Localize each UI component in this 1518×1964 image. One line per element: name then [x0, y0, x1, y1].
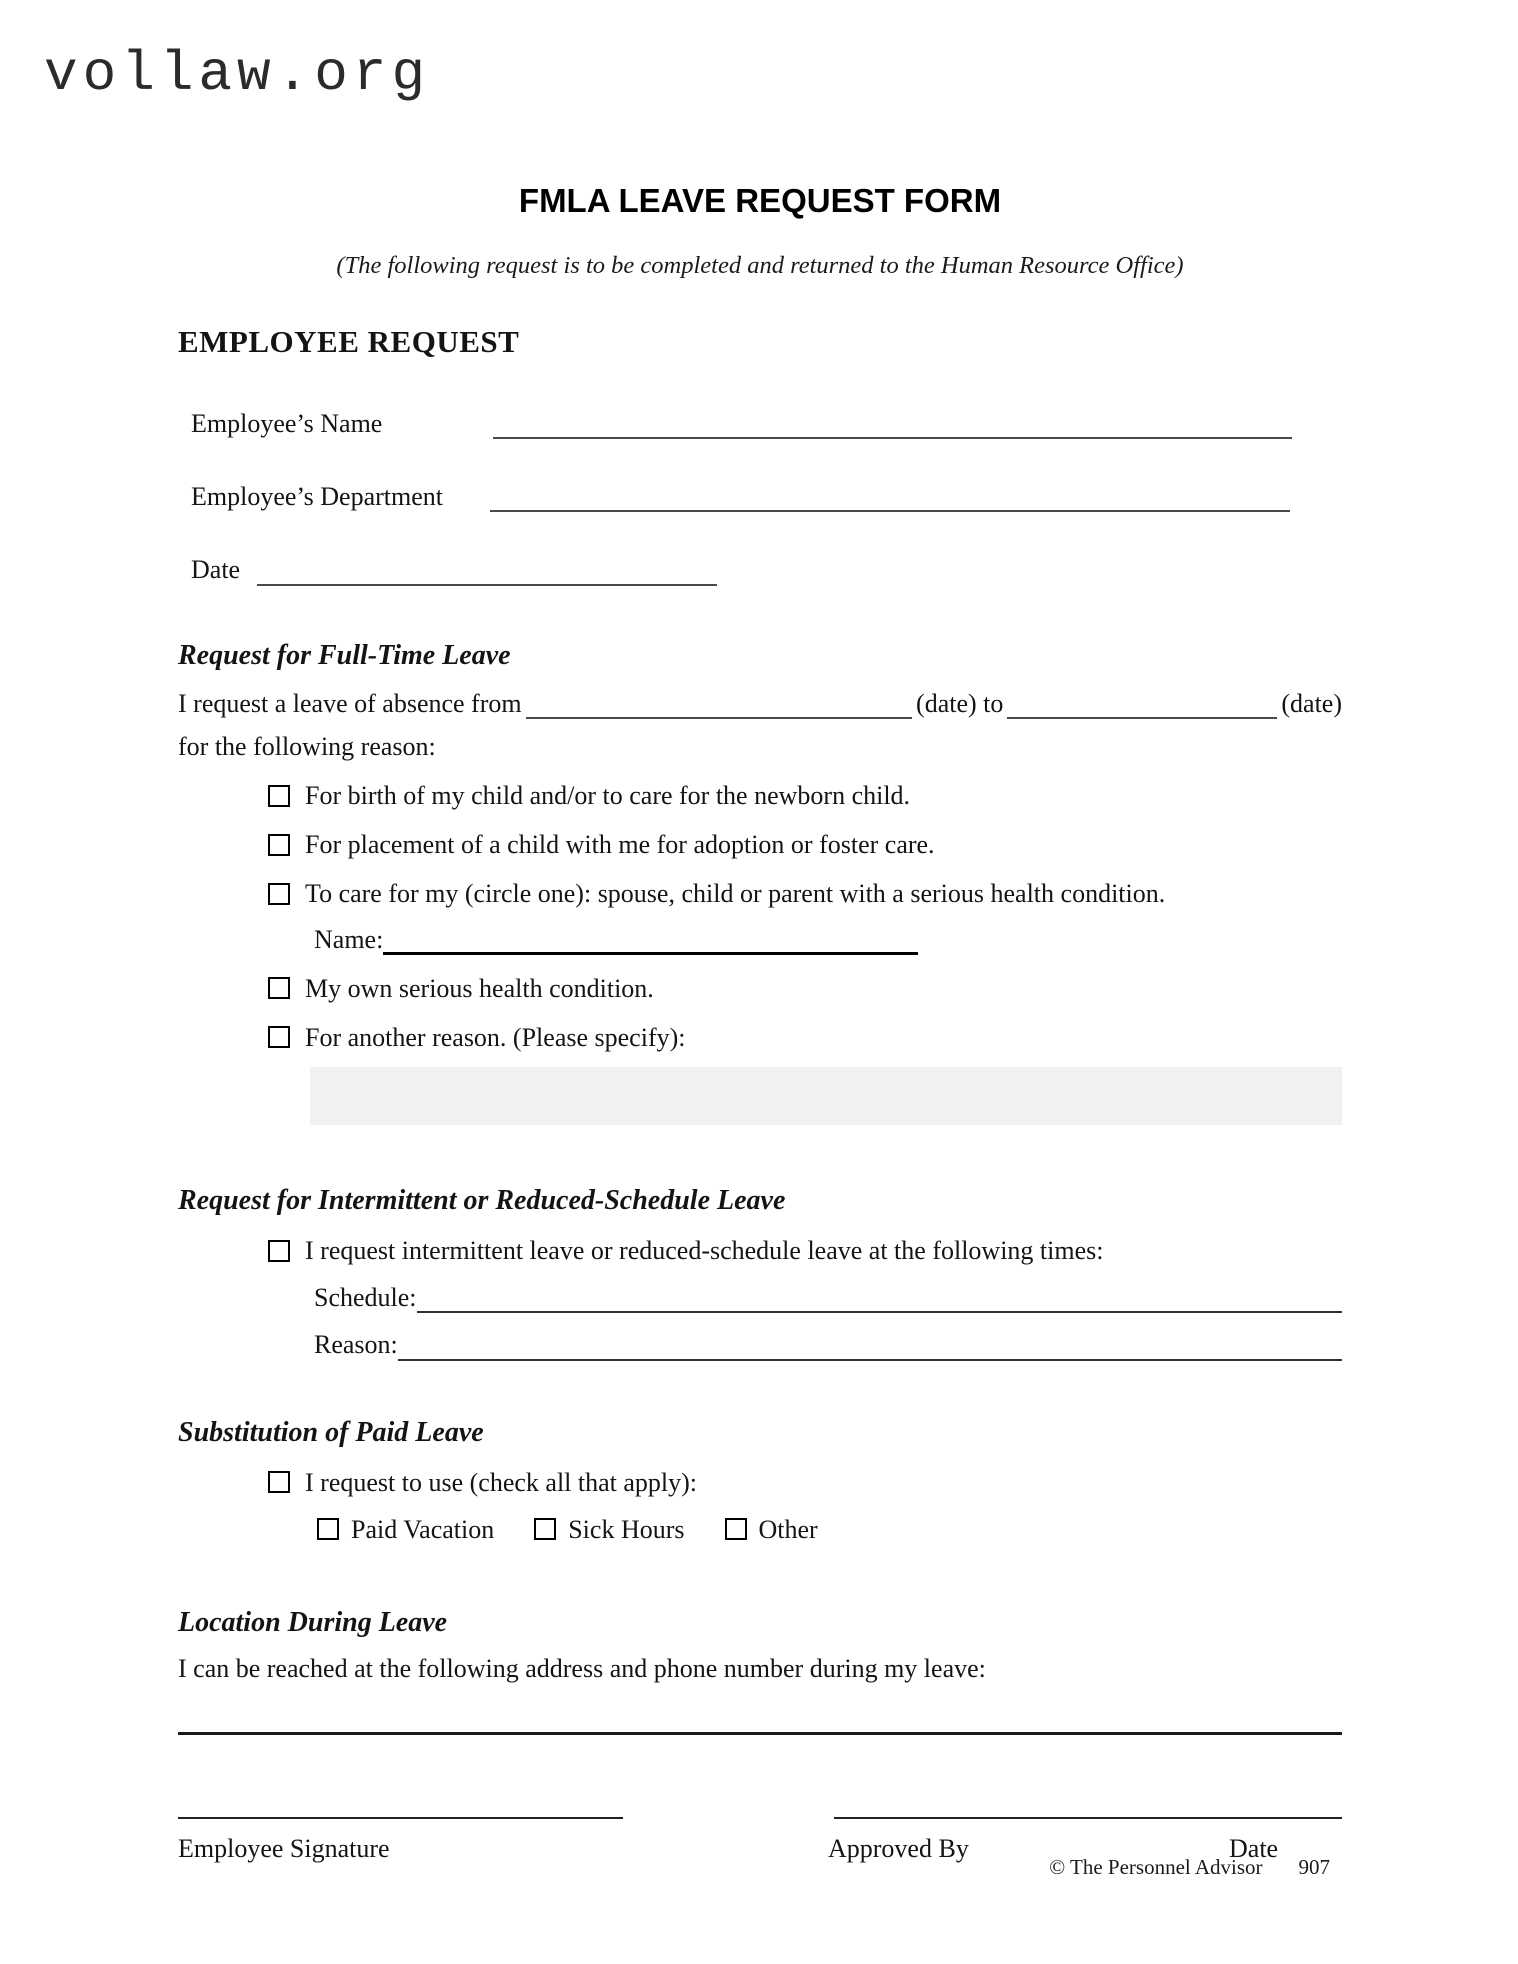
employee-request-heading: EMPLOYEE REQUEST	[178, 324, 520, 359]
paid-vacation-checkbox[interactable]	[317, 1518, 339, 1540]
option-row-own-health	[268, 973, 1342, 1004]
leave-sentence-prefix: I request a leave of absence from	[178, 688, 522, 718]
intermittent-checkbox[interactable]	[268, 1240, 290, 1262]
reason-row	[314, 1329, 1342, 1360]
date-suffix-2: (date)	[1281, 688, 1342, 718]
employee-department-input-line[interactable]	[490, 506, 1290, 512]
address-phone-input-line[interactable]	[178, 1732, 1342, 1735]
date-label: Date	[191, 555, 241, 585]
family-member-name-row	[314, 924, 1342, 955]
full-time-leave-heading: Request for Full-Time Leave	[178, 639, 511, 671]
location-heading: Location During Leave	[178, 1607, 448, 1638]
schedule-input-line[interactable]	[417, 1307, 1342, 1313]
reason-input-line[interactable]	[398, 1355, 1342, 1361]
intermittent-leave-heading: Request for Intermittent or Reduced-Schedule Leave	[178, 1185, 786, 1217]
page-footer	[1049, 1855, 1330, 1880]
employee-name-label: Employee’s Name	[191, 409, 383, 438]
other-label: Other	[758, 1514, 818, 1544]
date-suffix-1: (date) to	[916, 688, 1004, 718]
form-subtitle: (The following request is to be completed and returned to the Human Resource Office)	[336, 252, 1184, 279]
employee-signature-line[interactable]	[178, 1815, 623, 1819]
other-reason-option-label: For another reason. (Please specify):	[305, 1022, 686, 1052]
birth-checkbox[interactable]	[268, 785, 290, 807]
reason-label: Reason:	[314, 1330, 398, 1360]
paid-leave-option-label: I request to use (check all that apply):	[305, 1467, 698, 1497]
intermittent-option-label: I request intermittent leave or reduced-schedule leave at the following times:	[305, 1236, 1104, 1266]
choice-other	[725, 1514, 818, 1545]
employee-department-label: Employee’s Department	[191, 482, 443, 512]
adoption-checkbox[interactable]	[268, 834, 290, 856]
option-row-paid-leave	[268, 1467, 1342, 1498]
option-row-care-family	[268, 878, 1342, 909]
choice-paid-vacation	[317, 1514, 494, 1545]
adoption-option-label: For placement of a child with me for adoption or foster care.	[305, 830, 935, 860]
copyright-text: © The Personnel Advisor	[1049, 1855, 1263, 1879]
other-checkbox[interactable]	[725, 1518, 747, 1540]
family-member-name-line[interactable]	[383, 949, 918, 955]
schedule-label: Schedule:	[314, 1283, 417, 1313]
site-logo: vollaw.org	[44, 42, 431, 106]
signature-lines	[178, 1815, 1342, 1819]
sick-hours-label: Sick Hours	[568, 1514, 685, 1544]
location-sentence: I can be reached at the following address and phone number during my leave:	[178, 1654, 986, 1683]
care-family-checkbox[interactable]	[268, 883, 290, 905]
approved-by-line[interactable]	[834, 1815, 1342, 1819]
employee-name-input-line[interactable]	[493, 433, 1292, 439]
leave-dates-sentence	[178, 688, 1342, 719]
leave-from-date-line[interactable]	[526, 713, 912, 719]
employee-department-row	[178, 481, 1342, 512]
care-family-option-label: To care for my (circle one): spouse, child or parent with a serious health condition.	[305, 879, 1166, 909]
page-number: 907	[1298, 1855, 1330, 1879]
schedule-row	[314, 1282, 1342, 1313]
paid-leave-choices	[317, 1514, 1342, 1545]
own-health-option-label: My own serious health condition.	[305, 973, 654, 1003]
option-row-birth	[268, 780, 1342, 811]
paid-leave-checkbox[interactable]	[268, 1471, 290, 1493]
signature-date-label: Date	[1229, 1834, 1279, 1864]
employee-name-row	[178, 408, 1342, 439]
choice-sick-hours	[534, 1514, 684, 1545]
paid-vacation-label: Paid Vacation	[351, 1514, 495, 1544]
employee-signature-label: Employee Signature	[178, 1834, 390, 1864]
other-reason-checkbox[interactable]	[268, 1026, 290, 1048]
option-row-intermittent	[268, 1235, 1342, 1266]
paid-leave-heading: Substitution of Paid Leave	[178, 1416, 484, 1448]
date-row	[178, 554, 1342, 585]
date-input-line[interactable]	[257, 580, 717, 586]
approved-by-label: Approved By	[828, 1834, 969, 1864]
family-member-name-label: Name:	[314, 924, 384, 954]
sick-hours-checkbox[interactable]	[534, 1518, 556, 1540]
birth-option-label: For birth of my child and/or to care for the newborn child.	[305, 780, 911, 810]
other-reason-textarea[interactable]	[310, 1067, 1342, 1125]
form-title: FMLA LEAVE REQUEST FORM	[518, 182, 1002, 219]
option-row-adoption	[268, 829, 1342, 860]
option-row-other-reason	[268, 1022, 1342, 1053]
leave-to-date-line[interactable]	[1007, 713, 1277, 719]
leave-reason-intro: for the following reason:	[178, 731, 436, 761]
own-health-checkbox[interactable]	[268, 977, 290, 999]
